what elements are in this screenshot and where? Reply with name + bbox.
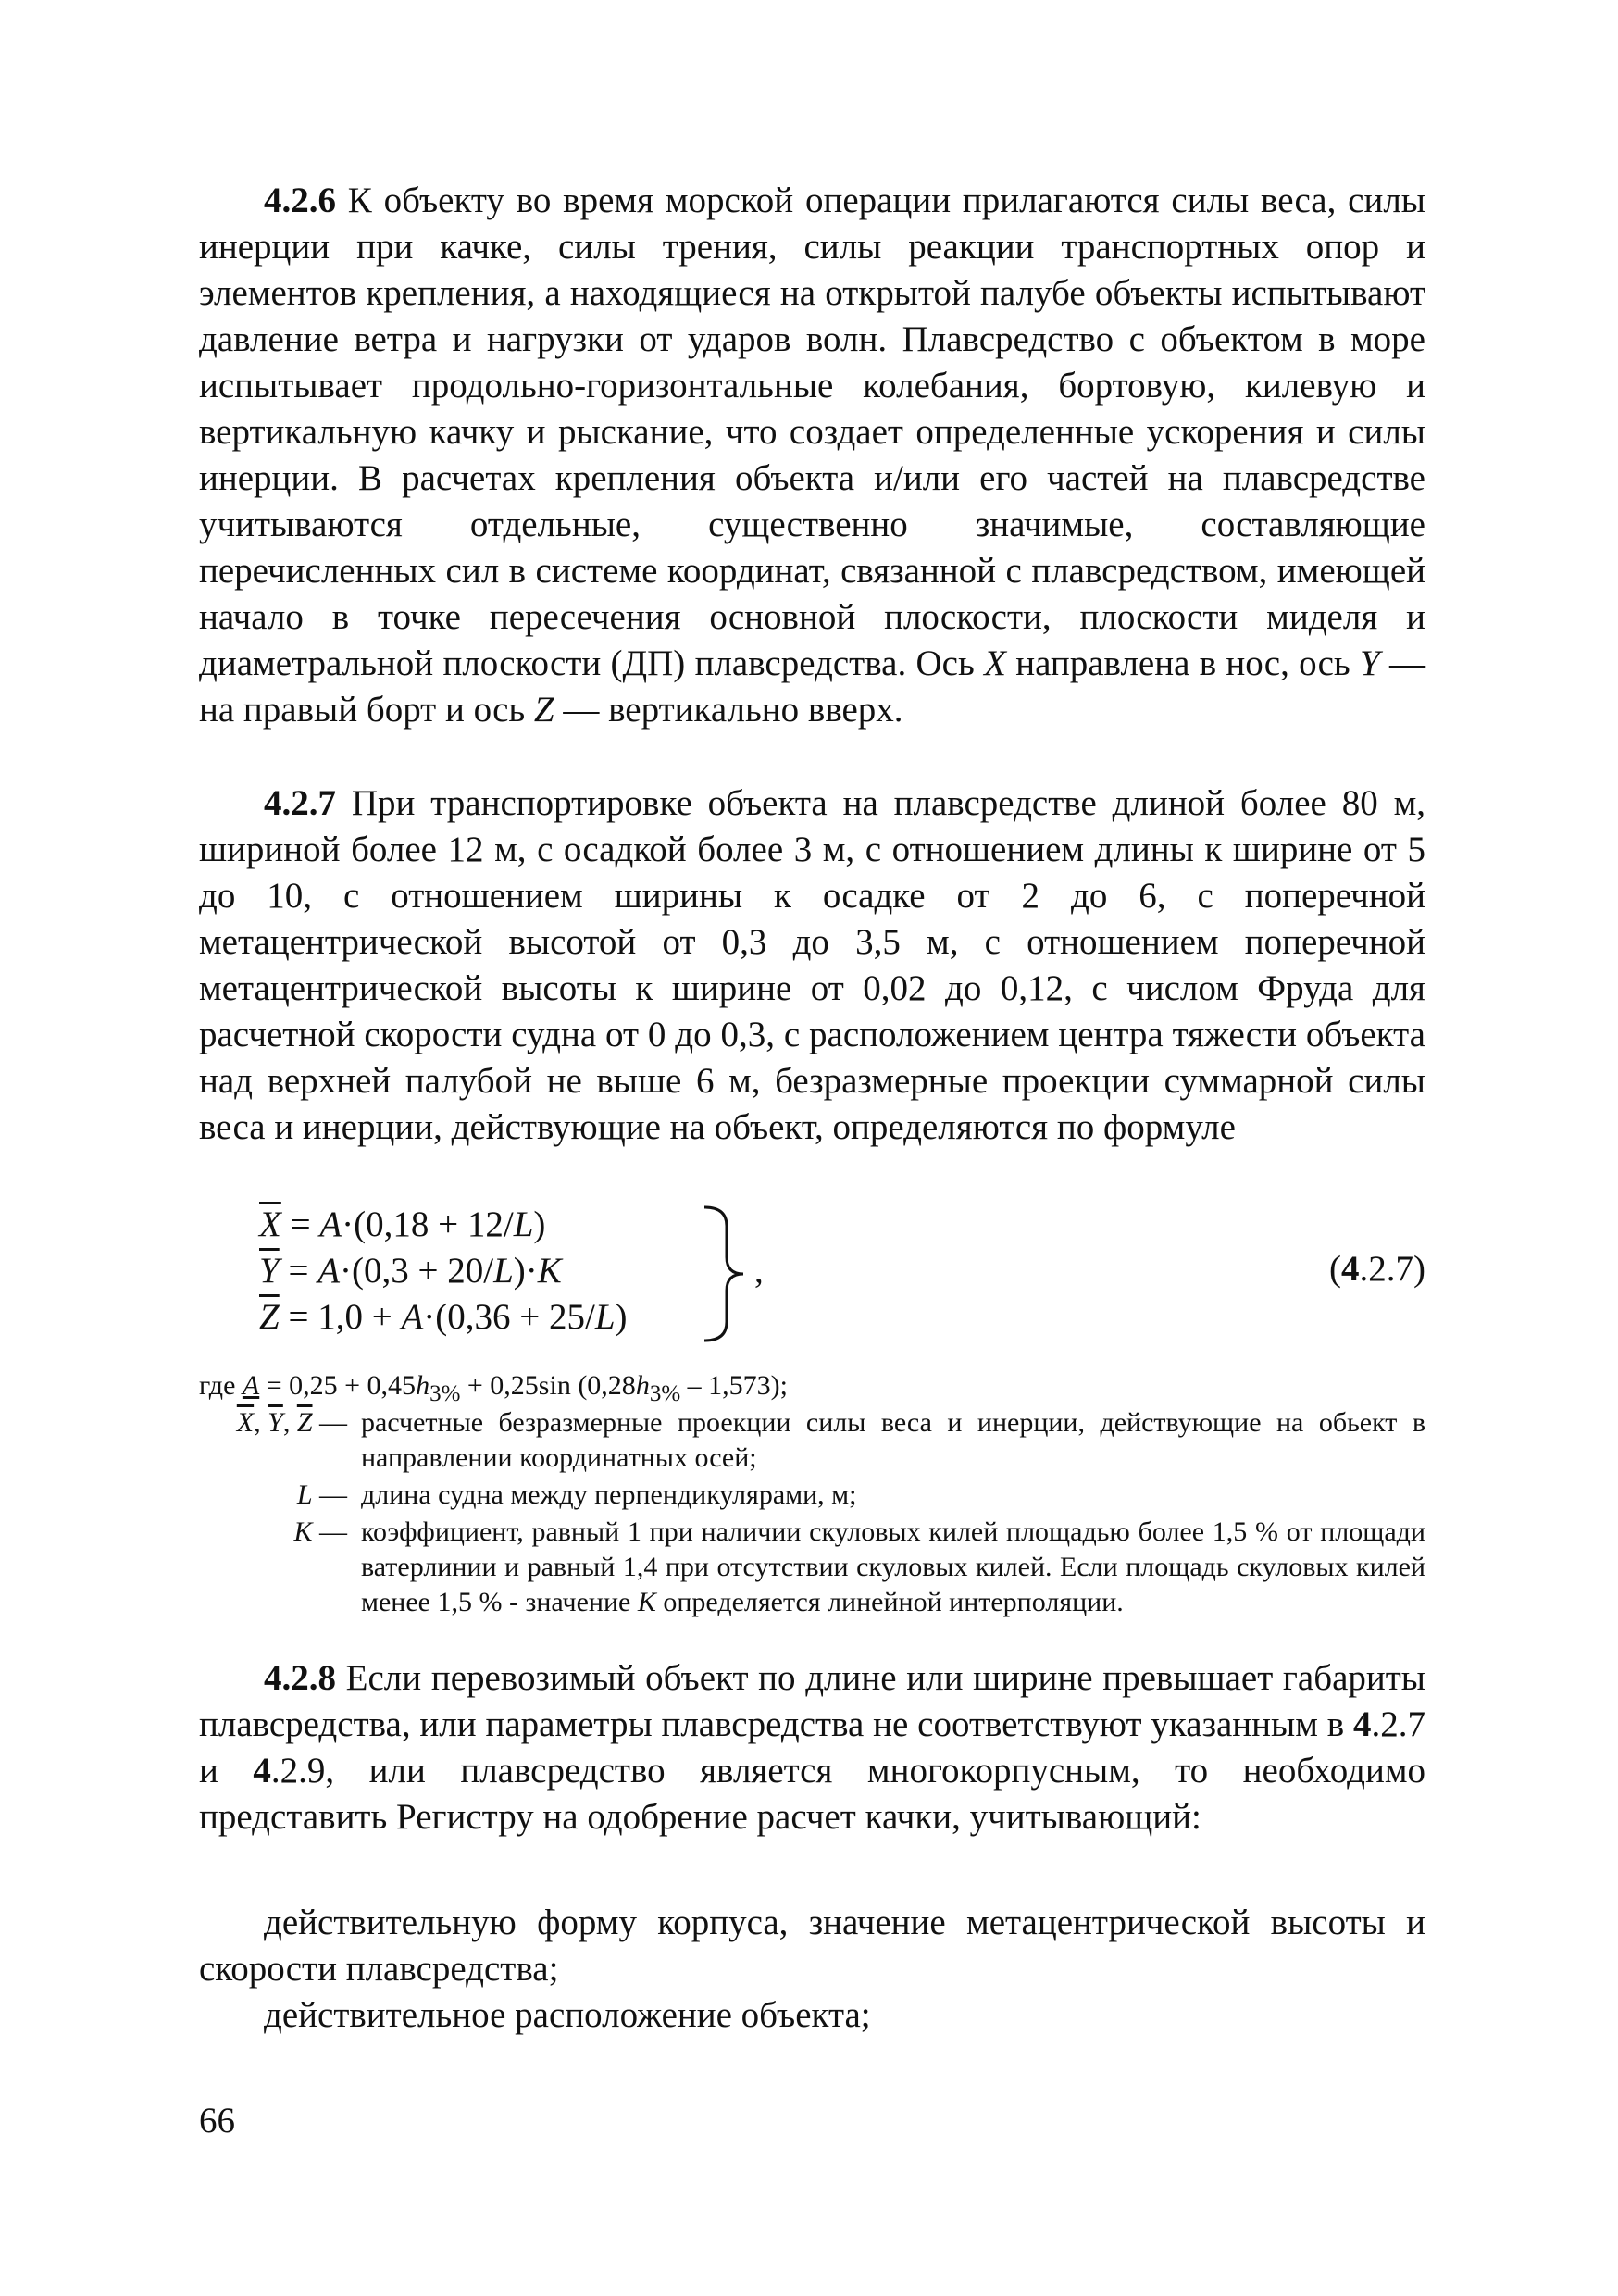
formula-var: A [317,1251,341,1291]
paragraph-text: К объекту во время морской операции прилагаются силы веса, силы инерции при качке, силы трения, силы реакции транспортных опор и элементов крепления, а находящиеся на открытой палубе объекты испытывают давление ветра и нагрузки от ударов волн. Плавсредство с объектом в море испытывает продольно-горизонтальные колебания, бортовую, килевую и вертикальную качку и рыскание, что создает определенные ускорения и силы инерции. В расчетах крепления объекта и/или его частей на плавсредстве учитываются отдельные, существенно значимые, составляющие перечисленных сил в системе координат, связанной с плавсредством, имеющей начало в точке пересечения основной плоскости, плоскости миделя и диаметральной плоскости (ДП) плавсредства. Ось [199,181,1425,683]
formula-text: ·(0,18 + 12/ [342,1204,514,1244]
note-symbol-xyz [199,1405,347,1441]
formula-symbol: $\overline{Z}$ [296,1407,313,1438]
paragraph-4-2-7 [199,780,1425,1151]
formula-text: )· [513,1251,538,1291]
formula-var: A [242,1370,260,1401]
list-item [199,1992,1425,2039]
reference: .2.7 [1371,1704,1425,1744]
eq-paren: ( [1329,1249,1341,1289]
subscript: 3% [429,1381,461,1406]
formula-text: ·(0,3 + 20/ [340,1251,494,1291]
formula-var: h [416,1370,430,1401]
where-text: – 1,573); [680,1370,788,1401]
formula-notes [199,1368,1425,1618]
formula-var: K [637,1587,656,1617]
eq-number-rest: .2.7) [1359,1249,1425,1289]
paragraph-text: — вертикально вверх. [554,690,903,730]
formula-var: h [635,1370,650,1401]
paragraph-text: — на правый борт и ось [199,643,1425,730]
note-symbol-k [199,1515,347,1550]
formula-text: ) [533,1204,546,1244]
formula-line-z [259,1294,628,1341]
axis-z: Z [533,690,554,730]
separator: , [254,1407,268,1438]
separator: , [282,1407,297,1438]
paragraph-text: направлена в нос, ось [1005,643,1360,683]
clause-number: 4.2.8 [264,1658,336,1698]
list-item-text: действительную форму корпуса, значение метацентрической высоты и скорости плавсредства; [199,1903,1425,1989]
formula-var: L [296,1479,313,1510]
where-text: + 0,25sin (0,28 [460,1370,636,1401]
formula-var: L [594,1297,616,1337]
eq-number-bold: 4 [1341,1249,1360,1289]
formula-4-2-7 [199,1202,1425,1350]
paragraph-text: , или плавсредство является многокорпусным, то необходимо представить Регистру на одобрение расчет качки, учитывающий: [199,1751,1425,1837]
note-symbol-l [199,1478,347,1513]
formula-var: L [493,1251,514,1291]
equation-number [1329,1248,1425,1290]
note-desc-xyz: расчетные безразмерные проекции силы веса и инерции, действующие на обьект в направлении координатных осей; [361,1407,1425,1473]
formula-text: ) [615,1297,628,1337]
formula-symbol: $\overline{X}$ [259,1204,281,1244]
formula-var: A [319,1204,342,1244]
note-desc-k [361,1515,1425,1620]
reference: .2.9 [270,1751,326,1791]
reference-bold: 4 [253,1751,271,1791]
paragraph-4-2-8 [199,1655,1425,1841]
paragraph-text: и [199,1751,254,1791]
paragraph-text: При транспортировке объекта на плавсредстве длиной более 80 м, шириной более 12 м, с осадкой более 3 м, с отношением длины к ширине от 5 до 10, с отношением ширины к осадке от 2 до 6, с поперечной метацентрической высотой от 0,3 до 3,5 м, с отношением поперечной метацентрической высоты к ширине от 0,02 до 0,12, с числом Фруда для расчетной скорости судна от 0 до 0,3, с расположением центра тяжести объекта над верхней палубой не выше 6 м, безразмерные проекции суммарной силы веса и инерции, действующие на объект, определяются по формуле [199,783,1425,1147]
subscript: 3% [649,1381,681,1406]
list-item [199,1900,1425,1992]
formula-symbol: $\overline{Z}$ [259,1297,280,1337]
formula-var: K [293,1516,313,1547]
axis-x: X [984,643,1006,683]
dash: — [312,1516,347,1547]
right-brace-icon [699,1204,754,1344]
formula-var: A [401,1297,424,1337]
reference-bold: 4 [1353,1704,1372,1744]
clause-number: 4.2.7 [264,783,336,823]
formula-text: = [288,1251,318,1291]
paragraph-text: Если перевозимый объект по длине или ширине превышает габариты плавсредства, или параметры плавсредства не соответствуют указанным в [199,1658,1425,1744]
formula-symbol: $\overline{X}$ [236,1407,255,1438]
formula-comma: , [754,1251,764,1291]
where-text: = 0,25 + 0,45 [259,1370,417,1401]
list-item-text: действительное расположение объекта; [264,1995,871,2035]
note-text: определяется линейной интерполяции. [655,1587,1124,1617]
formula-var: K [537,1251,562,1291]
note-text: коэффициент, равный 1 при наличии скуловых килей площадью более 1,5 % от площади ватерлинии и равный 1,4 при отсутствии скуловых килей. Если площадь скуловых килей менее 1,5 % - значение [361,1516,1425,1617]
note-desc-l: длина судна между перпендикулярами, м; [361,1479,857,1510]
formula-symbol: $\overline{Y}$ [259,1251,280,1291]
formula-text: = [290,1204,320,1244]
formula-line-y [259,1248,562,1294]
formula-var: L [513,1204,534,1244]
axis-y: Y [1359,643,1380,683]
page-number: 66 [199,2101,235,2140]
formula-line-x [259,1202,545,1248]
dash: — [312,1407,347,1438]
paragraph-4-2-6 [199,178,1425,733]
dash: — [312,1479,347,1510]
clause-number: 4.2.6 [264,181,336,220]
where-text: где [199,1370,243,1401]
formula-text: ·(0,36 + 25/ [423,1297,595,1337]
formula-symbol: $\overline{Y}$ [268,1407,283,1438]
formula-text: = 1,0 + [288,1297,402,1337]
